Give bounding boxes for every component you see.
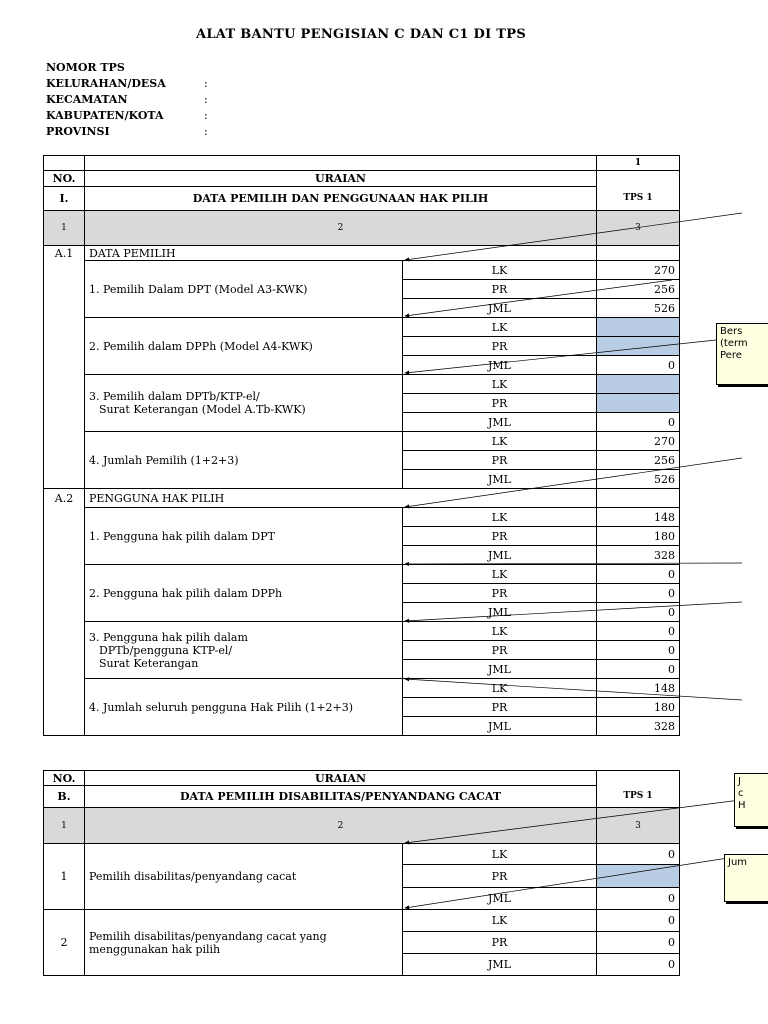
a2-item-1-label: 1. Pengguna hak pilih dalam DPT: [85, 508, 403, 565]
a2-item-3-label: 3. Pengguna hak pilih dalam DPTb/pengguna KTP-el/ Surat Keterangan: [85, 622, 403, 679]
input-cell[interactable]: [597, 337, 680, 356]
section-title: DATA PEMILIH DISABILITAS/PENYANDANG CACAT: [85, 786, 597, 808]
header-field-kelurahan: [46, 76, 208, 92]
index-cell: 2: [85, 211, 597, 246]
no-header: NO.: [44, 771, 85, 786]
input-cell[interactable]: [597, 375, 680, 394]
b-item-2-label: Pemilih disabilitas/penyandang cacat yang menggunakan hak pilih: [85, 910, 403, 976]
table-disabilitas: [43, 770, 680, 976]
total-cell: 148: [597, 679, 680, 698]
uraian-header: URAIAN: [85, 171, 597, 187]
empty-cell: [44, 508, 85, 736]
gender-label: LK: [403, 679, 597, 698]
section-a1-no: A.1: [44, 246, 85, 261]
total-label: JML: [403, 413, 597, 432]
a1-item-3-label: 3. Pemilih dalam DPTb/KTP-el/ Surat Keterangan (Model A.Tb-KWK): [85, 375, 403, 432]
gender-label: LK: [403, 910, 597, 932]
index-cell: 1: [44, 211, 85, 246]
value-cell[interactable]: 0: [597, 641, 680, 660]
page-title: ALAT BANTU PENGISIAN C DAN C1 DI TPS: [195, 27, 527, 42]
a2-item-2-label: 2. Pengguna hak pilih dalam DPPh: [85, 565, 403, 622]
uraian-header: URAIAN: [85, 771, 597, 786]
comment-note[interactable]: J c H: [734, 773, 768, 827]
section-a2-no: A.2: [44, 489, 85, 508]
a2-item-4-label: 4. Jumlah seluruh pengguna Hak Pilih (1+2+3): [85, 679, 403, 736]
index-cell: 3: [597, 211, 680, 246]
section-a2-title: PENGGUNA HAK PILIH: [85, 489, 597, 508]
header-field-provinsi: [46, 124, 208, 140]
input-cell[interactable]: [597, 865, 680, 888]
header-field-nomor-tps: [46, 60, 125, 76]
gender-label: LK: [403, 565, 597, 584]
total-cell: 0: [597, 603, 680, 622]
header-label: NOMOR TPS: [46, 61, 125, 74]
a1-item-4-label: 4. Jumlah Pemilih (1+2+3): [85, 432, 403, 489]
empty-cell: [597, 489, 680, 508]
b-item-1-no: 1: [44, 844, 85, 910]
section-title: DATA PEMILIH DAN PENGGUNAAN HAK PILIH: [85, 187, 597, 211]
empty-cell: [597, 771, 680, 786]
empty-cell: [44, 261, 85, 489]
gender-label: LK: [403, 318, 597, 337]
gender-label: PR: [403, 584, 597, 603]
gender-label: PR: [403, 865, 597, 888]
header-field-kabupaten: [46, 108, 208, 124]
gender-label: PR: [403, 451, 597, 470]
total-cell: 0: [597, 954, 680, 976]
tps-header: TPS 1: [597, 187, 680, 211]
total-label: JML: [403, 954, 597, 976]
header-field-kecamatan: [46, 92, 208, 108]
value-cell[interactable]: 0: [597, 844, 680, 865]
header-colon: :: [204, 109, 208, 122]
total-cell: 0: [597, 413, 680, 432]
gender-label: PR: [403, 337, 597, 356]
total-cell: 0: [597, 356, 680, 375]
b-item-1-label: Pemilih disabilitas/penyandang cacat: [85, 844, 403, 910]
section-no: B.: [44, 786, 85, 808]
empty-cell: [85, 156, 597, 171]
value-cell[interactable]: 148: [597, 508, 680, 527]
total-label: JML: [403, 888, 597, 910]
section-a1-title: DATA PEMILIH: [85, 246, 597, 261]
table-data-pemilih: [43, 155, 680, 736]
input-cell[interactable]: [597, 318, 680, 337]
a1-item-2-label: 2. Pemilih dalam DPPh (Model A4-KWK): [85, 318, 403, 375]
column-number: 1: [597, 156, 680, 171]
total-label: JML: [403, 660, 597, 679]
value-cell[interactable]: 0: [597, 932, 680, 954]
empty-cell: [44, 156, 85, 171]
index-cell: 1: [44, 808, 85, 844]
total-cell: 270: [597, 432, 680, 451]
gender-label: PR: [403, 527, 597, 546]
header-label: KECAMATAN: [46, 93, 128, 106]
total-label: JML: [403, 546, 597, 565]
gender-label: LK: [403, 261, 597, 280]
section-no: I.: [44, 187, 85, 211]
no-header: NO.: [44, 171, 85, 187]
header-label: PROVINSI: [46, 125, 110, 138]
gender-label: LK: [403, 508, 597, 527]
total-cell: 328: [597, 717, 680, 736]
total-cell: 328: [597, 546, 680, 565]
total-label: JML: [403, 603, 597, 622]
value-cell[interactable]: 270: [597, 261, 680, 280]
empty-cell: [597, 171, 680, 187]
value-cell[interactable]: 256: [597, 280, 680, 299]
value-cell[interactable]: 0: [597, 622, 680, 641]
gender-label: LK: [403, 432, 597, 451]
total-label: JML: [403, 356, 597, 375]
comment-note[interactable]: Bers (term Pere: [716, 323, 768, 385]
value-cell[interactable]: 0: [597, 565, 680, 584]
empty-cell: [597, 246, 680, 261]
total-label: JML: [403, 470, 597, 489]
total-cell: 526: [597, 470, 680, 489]
total-cell: 0: [597, 660, 680, 679]
gender-label: PR: [403, 280, 597, 299]
header-label: KELURAHAN/DESA: [46, 77, 166, 90]
total-cell: 526: [597, 299, 680, 318]
total-cell: 180: [597, 698, 680, 717]
total-cell: 256: [597, 451, 680, 470]
gender-label: PR: [403, 394, 597, 413]
header-label: KABUPATEN/KOTA: [46, 109, 164, 122]
gender-label: LK: [403, 844, 597, 865]
a1-item-1-label: 1. Pemilih Dalam DPT (Model A3-KWK): [85, 261, 403, 318]
gender-label: LK: [403, 375, 597, 394]
input-cell[interactable]: [597, 394, 680, 413]
tps-header: TPS 1: [597, 786, 680, 808]
header-colon: :: [204, 125, 208, 138]
gender-label: PR: [403, 932, 597, 954]
value-cell[interactable]: 0: [597, 910, 680, 932]
b-item-2-no: 2: [44, 910, 85, 976]
header-colon: :: [204, 77, 208, 90]
header-colon: :: [204, 93, 208, 106]
gender-label: LK: [403, 622, 597, 641]
total-label: JML: [403, 717, 597, 736]
value-cell[interactable]: 0: [597, 584, 680, 603]
comment-note[interactable]: Jum: [724, 854, 768, 902]
total-cell: 0: [597, 888, 680, 910]
gender-label: PR: [403, 641, 597, 660]
index-cell: 3: [597, 808, 680, 844]
total-label: JML: [403, 299, 597, 318]
gender-label: PR: [403, 698, 597, 717]
value-cell[interactable]: 180: [597, 527, 680, 546]
index-cell: 2: [85, 808, 597, 844]
